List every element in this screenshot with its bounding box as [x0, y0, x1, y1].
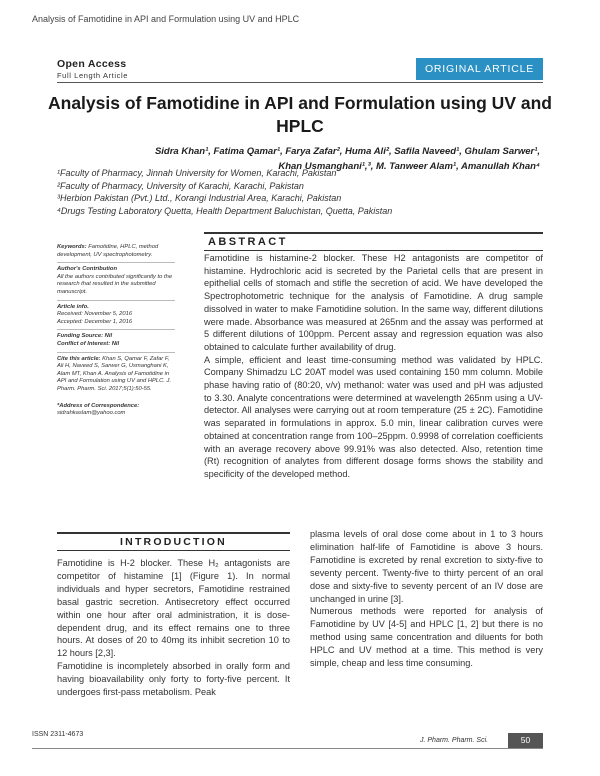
abstract-paragraph-2: A simple, efficient and least time-consuming method was validated by HPLC. Company Shimadzu LC 20AT model was used containing 150 mm column. Mobile phase having ratio of (80:20, v/v) methanol: water was used and pH was adjusted to 3.30. Analyte concentrations were determined at wavelength 265nm using a UV-detector. All analyses were carrying out at room temperature (25 ± 2C). Famotidine was separated in formulations in approx. 5.0 min, linear calibration curves were obtained at concentration range from 100–25ppm. 0.9998 of correlation coefficients with an average recovery above 99.91% was also detected. Also, retention time (Rt) recognition of analytes from different dosage forms shows the stability and specificity of the developed method.: [204, 354, 543, 479]
received-date: Received: November 5, 2016: [57, 311, 133, 318]
article-type-badge: ORIGINAL ARTICLE: [416, 58, 543, 80]
issn-number: ISSN 2311-4673: [32, 731, 84, 738]
keywords-label: Keywords:: [57, 244, 87, 250]
contribution-label: Author's Contribution: [57, 266, 117, 273]
intro-paragraph-4: Numerous methods were reported for analysis of Famotidine by UV [4-5] and HPLC [1, 2] but there is no method using same concentration and diluents for both HPLC and UV method at a time. This method is very simple, cheap and less time consuming.: [310, 606, 543, 669]
running-head: Analysis of Famotidine in API and Formulation using UV and HPLC: [32, 14, 300, 24]
correspondence-label: *Address of Correspondence:: [57, 402, 140, 409]
funding-source: Funding Source: Nil: [57, 333, 113, 340]
abstract-paragraph-1: Famotidine is histamine-2 blocker. These H2 antagonists are competitor of histamine. Hydrochloric acid is secreted by the Parietal cells that are present in epithelial cells of stomach and stifle the secretion of acid. We have developed the Spectrophotometric technique for the analysis of Famotidine. A drug sample dissolved in water to make Famotidine solution. In the same way, different dilutions were made. Absorbance was measured at 265nm and the assay was performed at 5 different dilutions of 100ppm. Percent assay and regression equation was also obtained to calculate further availability of drug.: [204, 253, 543, 352]
accepted-date: Accepted: December 1, 2016: [57, 318, 133, 325]
journal-name: J. Pharm. Pharm. Sci.: [420, 737, 489, 744]
header-rule: [57, 82, 543, 83]
keywords-text: Famotidine, HPLC, method development, UV spectrophotometry.: [57, 244, 159, 258]
contribution-block: [57, 266, 175, 300]
affiliation-2: ²Faculty of Pharmacy, University of Karachi, Karachi, Pakistan: [57, 180, 304, 191]
intro-paragraph-1: Famotidine is H-2 blocker. These H₂ antagonists are competitor of histamine [1] (Figure 1). In normal individuals and hyper secretors, Famotidine restrained basal gastric secretion. Antisecretory effect occurred within one hour after oral administration, it is dose-dependent drug, and its effect remains one to three hours. At doses of 20 to 40mg its inhibit secretion 10 to 12 hours [2,3].: [57, 558, 290, 659]
page-number: 50: [508, 733, 543, 748]
article-info-block: [57, 304, 175, 331]
affiliation-4: ⁴Drugs Testing Laboratory Quetta, Health Department Baluchistan, Quetta, Pakistan: [57, 205, 393, 216]
citation-block: [57, 356, 175, 397]
intro-paragraph-3: plasma levels of oral dose come about in 1 to 3 hours elimination half-life of Famotidine is above 3 hours. Famotidine is excreted by renal excretion to sixty-five to seventy percent. Twenty-five to thirty percent of an oral dose and sixty-five to seventy percent of an IV dose are unchanged in urine [3].: [310, 529, 543, 604]
open-access-label: Open Access: [57, 58, 127, 70]
affiliation-3: ³Herbion Pakistan (Pvt.) Ltd., Korangi Industrial Area, Karachi, Pakistan: [57, 193, 342, 203]
keywords-block: [57, 244, 175, 263]
affiliation-1: ¹Faculty of Pharmacy, Jinnah University for Women, Karachi, Pakistan: [57, 168, 337, 178]
intro-paragraph-2: Famotidine is incompletely absorbed in orally form and having bioavailability only forty to forty-five percent. It undergoes first-pass metabolism. Peak: [57, 661, 290, 698]
contribution-text: All the authors contributed significantly to the research that resulted in the submitted manuscript.: [57, 273, 173, 295]
article-info-sidebar: [57, 244, 175, 424]
cite-label: Cite this article:: [57, 355, 101, 362]
affiliations: [57, 167, 392, 217]
introduction-heading: INTRODUCTION: [57, 532, 290, 551]
conflict-of-interest: Conflict of Interest: Nil: [57, 340, 120, 347]
article-info-label: Article info.: [57, 303, 89, 310]
correspondence-block: [57, 403, 175, 421]
abstract-heading: ABSTRACT: [204, 232, 543, 251]
intro-column-left: [57, 557, 290, 699]
authors-line-1: Sidra Khan¹, Fatima Qamar¹, Farya Zafar², Huma Ali², Safila Naveed¹, Ghulam Sarwer¹,: [154, 146, 540, 157]
article-category: Full Length Article: [57, 71, 129, 80]
abstract-body: [204, 252, 543, 481]
intro-column-right: [310, 528, 543, 670]
paper-title: Analysis of Famotidine in API and Formulation using UV and HPLC: [48, 93, 552, 136]
citation-text: Khan S, Qamar F, Zafar F, Ali H, Naveed S, Sarwer G, Usmanghani K, Alam MT, Khan A. Analysis of Famotidine in API and Formulation using UV and HPLC. J. Pharm. Pharm. Sci. 2017;5(1):50-55.: [57, 355, 172, 392]
funding-block: [57, 333, 175, 352]
correspondence-email[interactable]: sidrahkaslam@yahoo.com: [57, 410, 126, 417]
authors-line-2: Khan Usmanghani¹,³, M. Tanweer Alam¹, Amanullah Khan⁴: [278, 161, 540, 172]
footer-rule: [32, 748, 543, 749]
